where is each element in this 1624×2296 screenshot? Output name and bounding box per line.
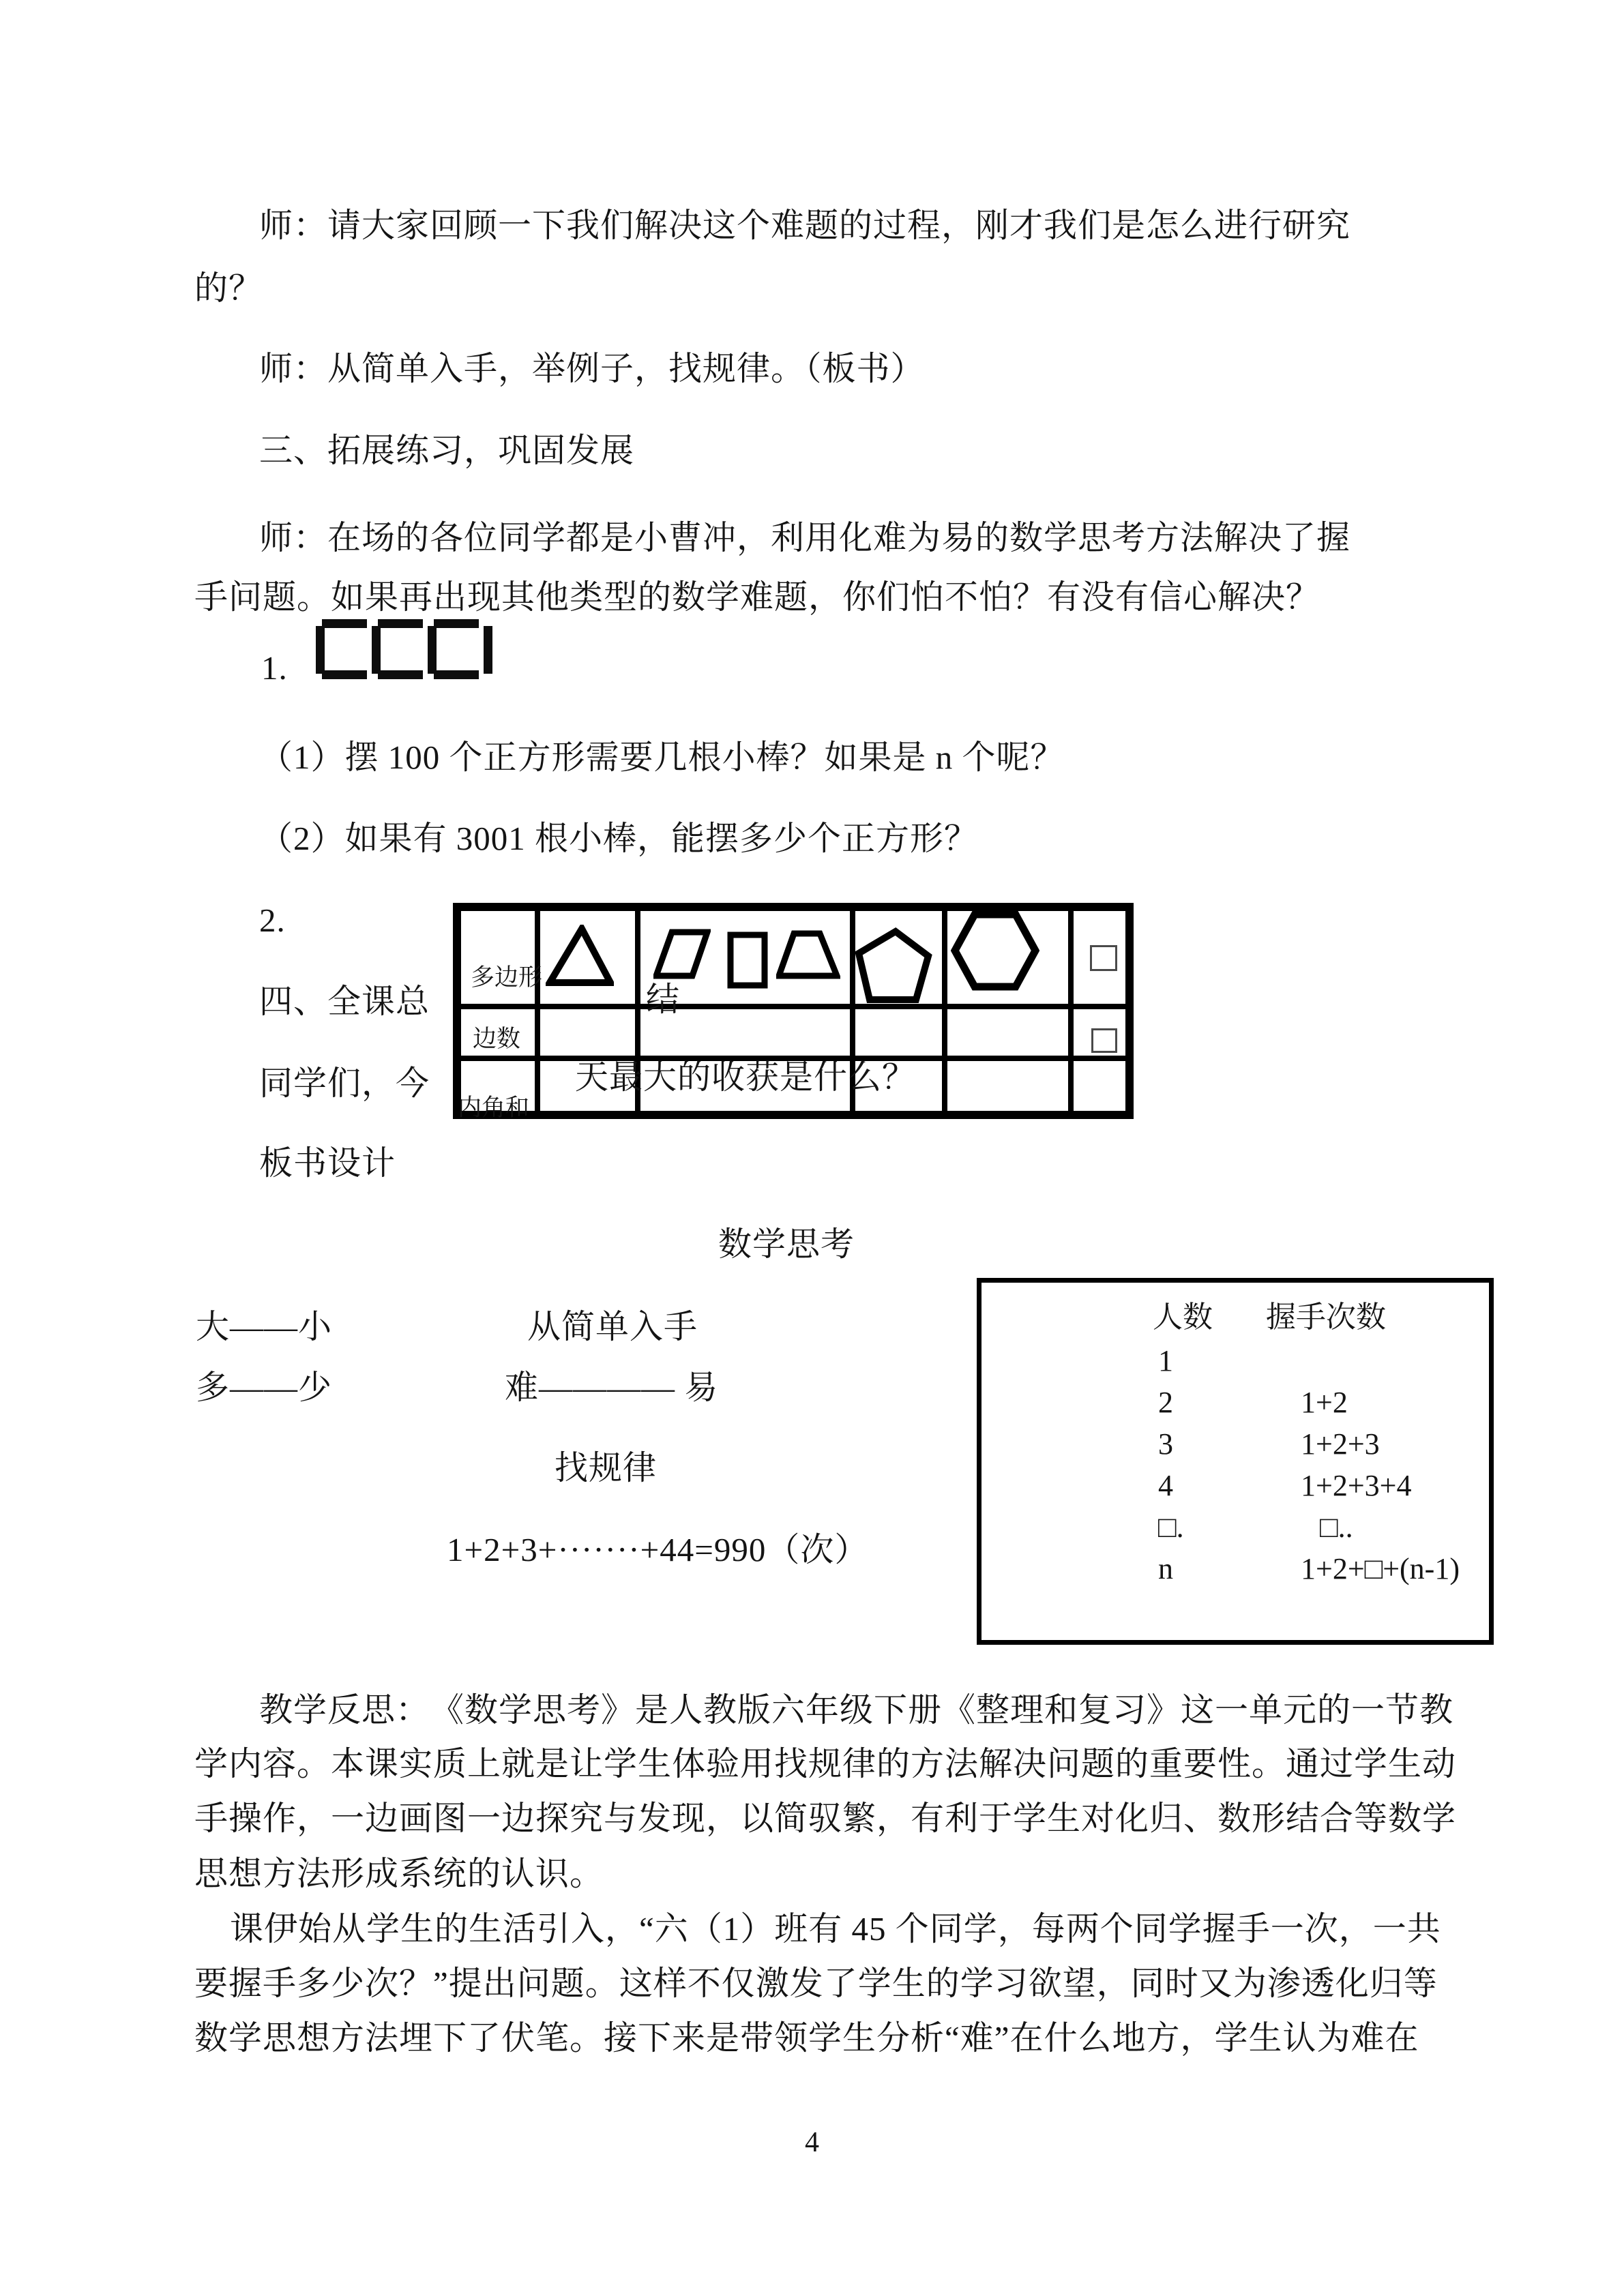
table-row-label: 多边形 <box>471 964 543 991</box>
table-cell: □. <box>1158 1510 1184 1544</box>
paragraph-line: 师：请大家回顾一下我们解决这个难题的过程，刚才我们是怎么进行研究 <box>259 207 1351 244</box>
overlap-text: 天最大的收获是什么？ <box>575 1058 917 1096</box>
table-cell <box>537 1007 638 1058</box>
table-cell: 1+2 <box>1301 1386 1348 1419</box>
paragraph-line: 教学反思： 《数学思考》是人教版六年级下册《整理和复习》这一单元的一节教 <box>259 1691 1454 1729</box>
table-cell: □.. <box>1320 1510 1353 1544</box>
table-cell <box>945 1058 1071 1114</box>
list-number: 2. <box>259 901 286 939</box>
table-cell: 3 <box>1158 1427 1173 1461</box>
stick-segment <box>378 619 423 628</box>
column-header: 人数 <box>1153 1300 1213 1334</box>
parallelogram-icon <box>653 929 711 979</box>
board-title: 数学思考 <box>718 1225 855 1263</box>
table-cell: 4 <box>1158 1469 1173 1502</box>
list-item: （2）如果有 3001 根小棒，能摆多少个正方形？ <box>259 820 979 857</box>
paragraph-line: 思想方法形成系统的认识。 <box>194 1855 604 1892</box>
table-cell: 2 <box>1158 1386 1173 1419</box>
table-cell <box>1071 1058 1128 1114</box>
board-text: 找规律 <box>555 1449 658 1487</box>
table-cell <box>853 1007 945 1058</box>
trapezoid-icon <box>776 930 840 979</box>
stick-segment <box>434 619 479 628</box>
section-heading: 四、全课总 <box>259 983 430 1020</box>
list-item: （1）摆 100 个正方形需要几根小棒？如果是 n 个呢？ <box>259 739 1065 776</box>
section-heading: 三、拓展练习，巩固发展 <box>259 432 635 469</box>
board-text: 难———— 易 <box>505 1369 719 1406</box>
matchstick-squares-icon <box>316 619 494 682</box>
table-cell: 1 <box>1158 1344 1173 1377</box>
rectangle-icon <box>727 931 768 989</box>
stick-segment <box>378 670 423 679</box>
paragraph-line: 课伊始从学生的生活引入，“六（1）班有 45 个同学，每两个同学握手一次，一共 <box>230 1910 1441 1948</box>
stick-segment <box>428 626 437 674</box>
board-formula: 1+2+3+·······+44=990（次） <box>447 1531 869 1568</box>
handshake-table-box <box>977 1278 1494 1645</box>
table-cell <box>945 1007 1071 1058</box>
table-row-label: 内角和 <box>458 1094 530 1121</box>
paragraph-line: 师：从简单入手，举例子，找规律。（板书） <box>259 350 925 387</box>
board-text: 从简单入手 <box>527 1308 698 1345</box>
table-cell: 1+2+3+4 <box>1301 1469 1412 1502</box>
table-row-label: 边数 <box>473 1026 521 1052</box>
pentagon-icon <box>855 927 932 1004</box>
paragraph-line: 要握手多少次？”提出问题。这样不仅激发了学生的学习欲望，同时又为渗透化归等 <box>194 1965 1438 2002</box>
list-number: 1. <box>261 649 288 687</box>
table-cell: 1+2+3 <box>1301 1427 1380 1461</box>
triangle-icon <box>546 925 614 987</box>
square-placeholder-icon <box>1091 1028 1117 1053</box>
paragraph-line: 数学思想方法埋下了伏笔。接下来是带领学生分析“难”在什么地方，学生认为难在 <box>194 2019 1419 2057</box>
column-header: 握手次数 <box>1266 1300 1386 1334</box>
paragraph-line: 手操作，一边画图一边探究与发现，以简驭繁，有利于学生对化归、数形结合等数学 <box>194 1800 1457 1837</box>
board-text: 大——小 <box>196 1308 333 1345</box>
section-heading: 板书设计 <box>259 1144 396 1182</box>
stick-segment <box>322 670 367 679</box>
board-text: 多——少 <box>196 1369 333 1406</box>
page-number: 4 <box>805 2127 820 2158</box>
stick-segment <box>316 626 325 674</box>
overlap-text: 结 <box>646 981 681 1018</box>
stick-segment <box>434 670 479 679</box>
paragraph-line: 手问题。如果再出现其他类型的数学难题，你们怕不怕？有没有信心解决？ <box>194 578 1320 616</box>
stick-segment <box>372 626 381 674</box>
square-placeholder-icon <box>1090 945 1117 971</box>
table-cell: 1+2+□+(n-1) <box>1301 1552 1460 1585</box>
paragraph-line: 学内容。本课实质上就是让学生体验用找规律的方法解决问题的重要性。通过学生动 <box>194 1745 1457 1783</box>
hexagon-icon <box>951 910 1039 992</box>
stick-segment <box>484 626 492 674</box>
paragraph-line: 师：在场的各位同学都是小曹冲，利用化难为易的数学思考方法解决了握 <box>259 519 1351 556</box>
paragraph-line: 同学们，今 <box>259 1064 430 1102</box>
stick-segment <box>322 619 367 628</box>
table-cell: n <box>1158 1552 1173 1585</box>
paragraph-line: 的？ <box>194 269 263 307</box>
